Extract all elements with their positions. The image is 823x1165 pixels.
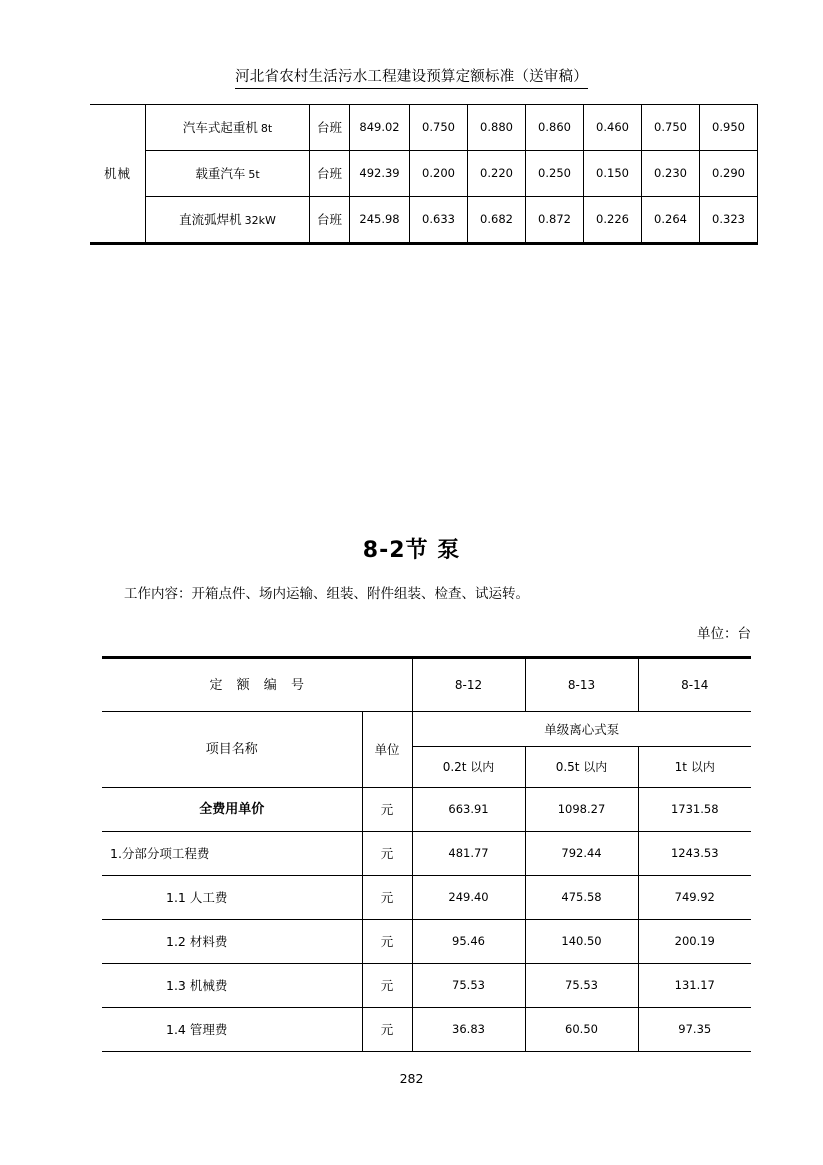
quota-row-value: 481.77 — [412, 832, 525, 876]
quota-row-value: 95.46 — [412, 920, 525, 964]
quota-row-value: 475.58 — [525, 876, 638, 920]
table-row — [90, 151, 758, 197]
machinery-spec: 5t — [248, 167, 260, 181]
section-title: 8-2节 泵 — [362, 538, 461, 563]
machinery-name: 直流弧焊机 — [179, 211, 242, 227]
machinery-value: 0.872 — [526, 197, 584, 244]
machinery-value: 0.230 — [642, 151, 700, 197]
table-row — [102, 920, 751, 964]
machinery-unit: 台班 — [310, 197, 350, 244]
machinery-price: 849.02 — [350, 105, 410, 151]
machinery-name: 载重汽车 — [195, 165, 246, 181]
table-row — [102, 1008, 751, 1052]
quota-row-unit: 元 — [362, 832, 412, 876]
quota-capacity: 0.2t 以内 — [412, 747, 525, 788]
quota-row-value: 60.50 — [525, 1008, 638, 1052]
quota-row-value: 97.35 — [638, 1008, 751, 1052]
machinery-table-container — [90, 104, 758, 245]
quota-code: 8-12 — [412, 658, 525, 712]
machinery-value: 0.750 — [410, 105, 468, 151]
machinery-value: 0.750 — [642, 105, 700, 151]
quota-item-name-header: 项目名称 — [102, 712, 362, 788]
quota-row-value: 792.44 — [525, 832, 638, 876]
machinery-value: 0.220 — [468, 151, 526, 197]
quota-row-value: 663.91 — [412, 788, 525, 832]
quota-unit-header: 单位 — [362, 712, 412, 788]
running-header — [0, 66, 823, 89]
machinery-value: 0.682 — [468, 197, 526, 244]
machinery-value: 0.633 — [410, 197, 468, 244]
quota-row-label: 全费用单价 — [102, 788, 362, 832]
quota-row-label: 1.分部分项工程费 — [102, 832, 362, 876]
machinery-unit: 台班 — [310, 105, 350, 151]
machinery-value: 0.226 — [584, 197, 642, 244]
machinery-name: 汽车式起重机 — [182, 119, 258, 135]
machinery-value: 0.880 — [468, 105, 526, 151]
machinery-value: 0.150 — [584, 151, 642, 197]
machinery-value: 0.250 — [526, 151, 584, 197]
quota-row-unit: 元 — [362, 876, 412, 920]
quota-code: 8-13 — [525, 658, 638, 712]
page-number: 282 — [399, 1071, 424, 1086]
quota-row-unit: 元 — [362, 788, 412, 832]
quota-row-value: 140.50 — [525, 920, 638, 964]
running-header-text: 河北省农村生活污水工程建设预算定额标准（送审稿） — [235, 67, 588, 89]
quota-row-value: 1731.58 — [638, 788, 751, 832]
table-row — [90, 197, 758, 244]
machinery-group-label: 机械 — [90, 105, 146, 244]
table-row — [90, 105, 758, 151]
quota-table — [102, 656, 751, 1052]
machinery-name-cell — [146, 105, 310, 151]
machinery-name-cell — [146, 151, 310, 197]
quota-pump-group-header: 单级离心式泵 — [412, 712, 751, 747]
table-row — [102, 788, 751, 832]
machinery-value: 0.290 — [700, 151, 758, 197]
quota-header-code-row — [102, 658, 751, 712]
machinery-value: 0.200 — [410, 151, 468, 197]
quota-row-value: 75.53 — [412, 964, 525, 1008]
machinery-value: 0.460 — [584, 105, 642, 151]
quota-header-group-row — [102, 712, 751, 747]
quota-code-header-label: 定 额 编 号 — [102, 658, 412, 712]
machinery-table — [90, 104, 758, 245]
quota-row-value: 200.19 — [638, 920, 751, 964]
quota-row-unit: 元 — [362, 964, 412, 1008]
quota-row-value: 36.83 — [412, 1008, 525, 1052]
quota-table-container — [102, 656, 751, 1052]
quota-capacity: 1t 以内 — [638, 747, 751, 788]
table-row — [102, 876, 751, 920]
quota-row-value: 249.40 — [412, 876, 525, 920]
quota-row-unit: 元 — [362, 920, 412, 964]
machinery-value: 0.950 — [700, 105, 758, 151]
machinery-price: 492.39 — [350, 151, 410, 197]
quota-row-label: 1.3 机械费 — [102, 964, 362, 1008]
quota-row-value: 75.53 — [525, 964, 638, 1008]
table-row — [102, 964, 751, 1008]
quota-row-label: 1.1 人工费 — [102, 876, 362, 920]
machinery-spec: 32kW — [244, 213, 276, 227]
quota-row-value: 131.17 — [638, 964, 751, 1008]
machinery-spec: 8t — [260, 121, 273, 135]
quota-row-value: 749.92 — [638, 876, 751, 920]
quota-row-value: 1098.27 — [525, 788, 638, 832]
machinery-name-cell — [146, 197, 310, 244]
machinery-unit: 台班 — [310, 151, 350, 197]
quota-code: 8-14 — [638, 658, 751, 712]
machinery-value: 0.264 — [642, 197, 700, 244]
quota-capacity: 0.5t 以内 — [525, 747, 638, 788]
work-content-text: 工作内容：开箱点件、场内运输、组装、附件组装、检查、试运转。 — [124, 586, 529, 602]
quota-row-value: 1243.53 — [638, 832, 751, 876]
table-row — [102, 832, 751, 876]
quota-row-label: 1.4 管理费 — [102, 1008, 362, 1052]
unit-note: 单位：台 — [697, 626, 751, 642]
machinery-value: 0.323 — [700, 197, 758, 244]
machinery-value: 0.860 — [526, 105, 584, 151]
quota-row-unit: 元 — [362, 1008, 412, 1052]
machinery-price: 245.98 — [350, 197, 410, 244]
quota-row-label: 1.2 材料费 — [102, 920, 362, 964]
